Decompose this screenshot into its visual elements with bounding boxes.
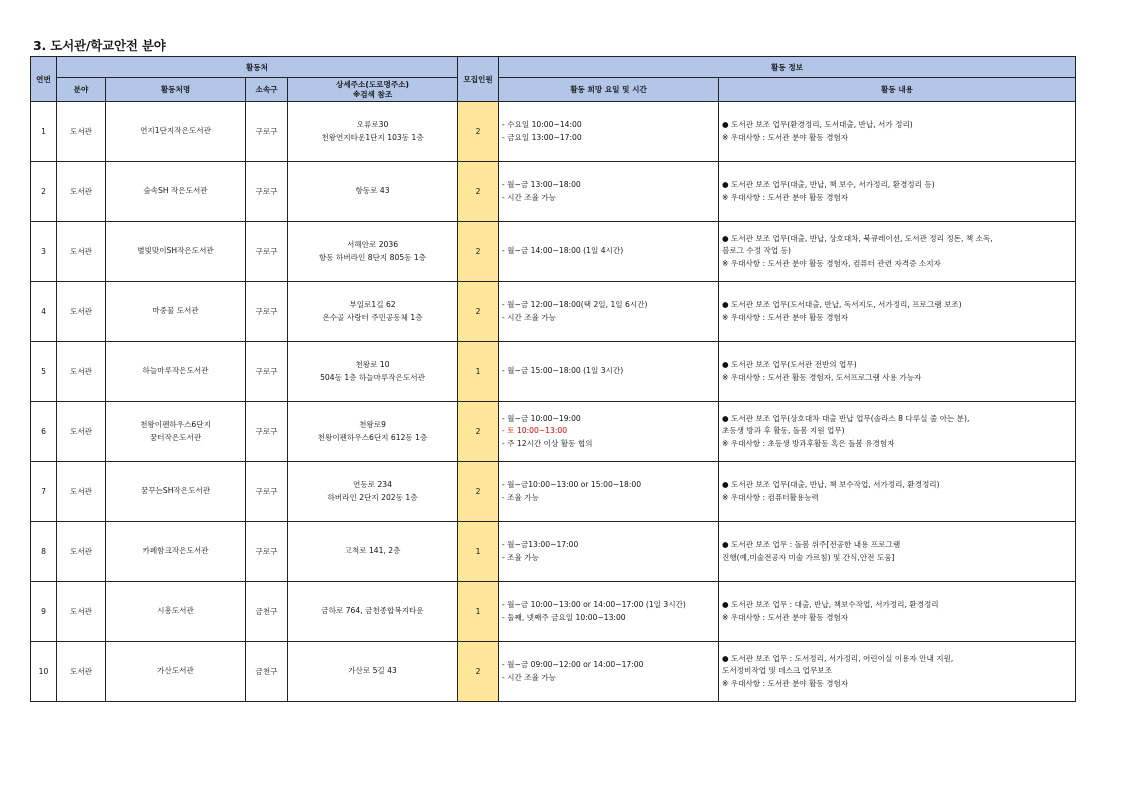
cell-content-line: ※ 우대사항 : 도서관 분야 활동 경험자 <box>722 192 849 202</box>
cell-org-name-line: 가산도서관 <box>157 666 194 676</box>
cell-district: 구로구 <box>246 102 288 162</box>
cell-recruit: 1 <box>458 342 499 402</box>
cell-org-name <box>106 402 246 462</box>
cell-content-line: ● 도서관 보조 업무(대출, 반납, 책 보수작업, 서가정리, 환경정리) <box>722 480 940 489</box>
cell-address <box>288 102 458 162</box>
cell-no: 10 <box>31 642 57 702</box>
cell-address-line: 천왕연지타운1단지 103동 1층 <box>321 132 424 142</box>
cell-no: 1 <box>31 102 57 162</box>
cell-address-line: 고척로 141, 2층 <box>344 546 401 556</box>
cell-content <box>719 402 1076 462</box>
cell-schedule <box>499 522 719 582</box>
cell-org-name-line: 꿈꾸는SH작은도서관 <box>140 486 211 496</box>
cell-district: 구로구 <box>246 462 288 522</box>
section-title: 3. 도서관/학교안전 분야 <box>33 38 166 53</box>
cell-content-line: ※ 우대사항 : 도서관 분야 활동 경험자 <box>722 132 849 142</box>
cell-district: 구로구 <box>246 222 288 282</box>
cell-schedule-line: - 주 12시간 이상 활동 협의 <box>502 438 593 448</box>
cell-org-name-line: 연지1단지작은도서관 <box>140 126 211 136</box>
cell-address <box>288 282 458 342</box>
cell-no: 6 <box>31 402 57 462</box>
cell-schedule <box>499 642 719 702</box>
cell-schedule-line: - 월~금 15:00~18:00 (1일 3시간) <box>502 366 624 376</box>
cell-field: 도서관 <box>57 282 106 342</box>
cell-address-line: 항동 하버라인 8단지 805동 1층 <box>318 252 427 262</box>
cell-address <box>288 462 458 522</box>
cell-org-name-line: 꿈터작은도서관 <box>149 432 202 442</box>
cell-content-line: ※ 우대사항 : 도서관 분야 활동 경험자 <box>722 612 849 622</box>
cell-content-line: ※ 우대사항 : 컴퓨터활용능력 <box>722 492 819 502</box>
cell-content <box>719 222 1076 282</box>
cell-org-name-line: 별빛맞이SH작은도서관 <box>137 246 214 256</box>
cell-schedule-line: - 금요일 13:00~17:00 <box>502 132 582 142</box>
cell-schedule-line: - 시간 조율 가능 <box>502 192 557 202</box>
table-row <box>31 102 1076 162</box>
cell-field: 도서관 <box>57 162 106 222</box>
table-row <box>31 222 1076 282</box>
cell-address-line: 온수골 사랑터 주민공동체 1층 <box>322 312 423 322</box>
cell-field: 도서관 <box>57 102 106 162</box>
cell-org-name <box>106 462 246 522</box>
cell-schedule-line: - 월~금 10:00~13:00 or 14:00~17:00 (1일 3시간) <box>502 600 686 609</box>
cell-recruit: 2 <box>458 282 499 342</box>
cell-schedule <box>499 222 719 282</box>
header-info-group: 활동 정보 <box>499 57 1076 78</box>
cell-district: 구로구 <box>246 522 288 582</box>
cell-content-line: 초등생 방과 후 활동, 돌봄 지원 업무) <box>722 426 845 436</box>
cell-no: 2 <box>31 162 57 222</box>
cell-org-name <box>106 222 246 282</box>
header-recruit: 모집인원 <box>458 57 499 102</box>
cell-address-line: 부일로1길 62 <box>349 300 396 309</box>
cell-schedule-line: - 월~금10:00~13:00 or 15:00~18:00 <box>502 480 642 489</box>
cell-address-line: 504동 1층 하늘마루작은도서관 <box>320 372 425 382</box>
cell-schedule <box>499 582 719 642</box>
cell-schedule-line: - 월~금 12:00~18:00(택 2일, 1일 6시간) <box>502 300 648 309</box>
table-row <box>31 582 1076 642</box>
header-no: 연번 <box>31 57 57 102</box>
header-org-name: 활동처명 <box>106 78 246 102</box>
cell-org-name-line: 시흥도서관 <box>157 606 194 616</box>
cell-recruit: 1 <box>458 582 499 642</box>
cell-schedule <box>499 462 719 522</box>
cell-no: 9 <box>31 582 57 642</box>
cell-content-line: ※ 우대사항 : 초등생 방과후활동 혹은 돌봄 유경험자 <box>722 438 895 448</box>
volunteer-table <box>30 56 1076 702</box>
cell-recruit: 1 <box>458 522 499 582</box>
cell-content-line: 도서정비작업 및 데스크 업무보조 <box>722 666 832 676</box>
cell-field: 도서관 <box>57 222 106 282</box>
cell-org-name <box>106 522 246 582</box>
cell-org-name <box>106 642 246 702</box>
table-row <box>31 642 1076 702</box>
cell-address <box>288 342 458 402</box>
cell-org-name-line: 하늘마루작은도서관 <box>142 366 209 376</box>
table-row <box>31 462 1076 522</box>
cell-address <box>288 642 458 702</box>
cell-schedule-line: - 수요일 10:00~14:00 <box>502 120 582 129</box>
cell-field: 도서관 <box>57 402 106 462</box>
cell-content-line: ● 도서관 보조 업무 : 도서정리, 서가정리, 어린이실 이용자 안내 지원, <box>722 653 954 663</box>
cell-org-name <box>106 282 246 342</box>
cell-org-name <box>106 342 246 402</box>
cell-address-line: 항동로 43 <box>355 186 390 196</box>
cell-address <box>288 162 458 222</box>
cell-recruit: 2 <box>458 162 499 222</box>
cell-address <box>288 522 458 582</box>
cell-schedule-line: - 월~금 09:00~12:00 or 14:00~17:00 <box>502 660 644 669</box>
cell-address-line: 금하로 764, 금천종합복지타운 <box>321 606 424 616</box>
header-schedule: 활동 희망 요일 및 시간 <box>499 78 719 102</box>
cell-org-name <box>106 102 246 162</box>
cell-content <box>719 582 1076 642</box>
cell-content <box>719 462 1076 522</box>
cell-content-line: ※ 우대사항 : 도서관 분야 활동 경험자 <box>722 678 849 688</box>
cell-recruit: 2 <box>458 102 499 162</box>
cell-org-name-line: 카페함크작은도서관 <box>142 546 209 556</box>
cell-schedule-line: - 조율 가능 <box>502 552 539 562</box>
table-row <box>31 342 1076 402</box>
table-row <box>31 522 1076 582</box>
cell-schedule <box>499 402 719 462</box>
cell-org-name <box>106 162 246 222</box>
cell-content-line: ● 도서관 보조 업무(대출, 반납, 상호대차, 북큐레이션, 도서관 정리 정돈, 책 소독, <box>722 233 993 243</box>
cell-address <box>288 222 458 282</box>
cell-recruit: 2 <box>458 642 499 702</box>
cell-org-name-line: 숲속SH 작은도서관 <box>143 186 208 196</box>
cell-address-line: 오류로30 <box>356 120 389 129</box>
cell-district: 구로구 <box>246 342 288 402</box>
cell-content-line: ● 도서관 보조 업무(상호대차 대출 반납 업무(솔라스 8 다루실 줄 아는 분), <box>722 413 970 423</box>
header-address <box>288 78 458 102</box>
cell-content-line: ● 도서관 보조 업무(대출, 반납, 책 보수, 서가정리, 환경정리 등) <box>722 180 935 189</box>
cell-field: 도서관 <box>57 342 106 402</box>
cell-content-line: 진행(예,미술전공자 미술 가르침) 및 간식,안전 도움] <box>722 552 895 562</box>
cell-content-line: ※ 우대사항 : 도서관 분야 활동 경험자 <box>722 312 849 322</box>
cell-schedule-line: - 조율 가능 <box>502 492 539 502</box>
cell-schedule-line: - 월~금 14:00~18:00 (1일 4시간) <box>502 246 624 256</box>
header-org-group: 활동처 <box>57 57 458 78</box>
table-row <box>31 282 1076 342</box>
cell-field: 도서관 <box>57 462 106 522</box>
header-field: 분야 <box>57 78 106 102</box>
cell-schedule-line: - 시간 조율 가능 <box>502 312 557 322</box>
cell-content-line: ● 도서관 보조 업무 : 돌봄 위주[전공한 내용 프로그램 <box>722 540 901 549</box>
cell-address-line: 서해안로 2036 <box>346 240 399 249</box>
cell-no: 8 <box>31 522 57 582</box>
cell-schedule <box>499 162 719 222</box>
cell-schedule-line: - 토 10:00~13:00 <box>502 426 568 436</box>
table-body <box>31 102 1076 702</box>
cell-recruit: 2 <box>458 222 499 282</box>
cell-district: 금천구 <box>246 582 288 642</box>
cell-no: 7 <box>31 462 57 522</box>
header-address-line2: ※검색 참조 <box>352 89 393 99</box>
cell-content-line: ● 도서관 보조 업무 : 대출, 반납, 책보수작업, 서가정리, 환경정리 <box>722 600 939 609</box>
cell-address-line: 천왕로 10 <box>355 360 390 369</box>
cell-content <box>719 282 1076 342</box>
cell-address-line: 하버라인 2단지 202동 1층 <box>327 492 418 502</box>
table-row <box>31 162 1076 222</box>
cell-field: 도서관 <box>57 522 106 582</box>
cell-content <box>719 102 1076 162</box>
cell-schedule-line: - 월~금13:00~17:00 <box>502 540 579 549</box>
cell-district: 구로구 <box>246 282 288 342</box>
cell-address-line: 천왕이펜하우스6단지 612동 1층 <box>317 432 428 442</box>
cell-address-line: 가산로 5길 43 <box>348 666 397 676</box>
cell-org-name-line: 천왕이펜하우스6단지 <box>140 420 211 429</box>
cell-no: 4 <box>31 282 57 342</box>
header-address-line1: 상세주소(도로명주소) <box>336 79 409 89</box>
cell-schedule <box>499 282 719 342</box>
cell-schedule-line: - 시간 조율 가능 <box>502 672 557 682</box>
cell-content-line: 블로그 수정 작업 등) <box>722 246 791 256</box>
cell-district: 구로구 <box>246 402 288 462</box>
cell-recruit: 2 <box>458 462 499 522</box>
header-content: 활동 내용 <box>719 78 1076 102</box>
cell-schedule-line: - 둘째, 넷째주 금요일 10:00~13:00 <box>502 612 626 622</box>
cell-org-name-line: 마중물 도서관 <box>152 306 199 316</box>
cell-content-line: ※ 우대사항 : 도서관 활동 경험자, 도서프로그램 사용 가능자 <box>722 372 922 382</box>
cell-schedule-line: - 월~금 13:00~18:00 <box>502 180 581 189</box>
cell-district: 금천구 <box>246 642 288 702</box>
header-district: 소속구 <box>246 78 288 102</box>
cell-field: 도서관 <box>57 642 106 702</box>
cell-content <box>719 642 1076 702</box>
cell-content <box>719 162 1076 222</box>
cell-recruit: 2 <box>458 402 499 462</box>
cell-address <box>288 582 458 642</box>
cell-content-line: ● 도서관 보조 업무(도서대출, 반납, 독서지도, 서가정리, 프로그램 보조) <box>722 300 962 309</box>
cell-content <box>719 522 1076 582</box>
cell-content-line: ● 도서관 보조 업무(도서관 전반의 업무) <box>722 360 857 369</box>
cell-address-line: 천왕로9 <box>359 420 386 429</box>
cell-content-line: ※ 우대사항 : 도서관 분야 활동 경험자, 컴퓨터 관련 자격증 소지자 <box>722 258 941 268</box>
cell-content-line: ● 도서관 보조 업무(환경정리, 도서대출, 반납, 서가 정리) <box>722 120 913 129</box>
cell-schedule <box>499 342 719 402</box>
cell-district: 구로구 <box>246 162 288 222</box>
cell-no: 5 <box>31 342 57 402</box>
cell-schedule-line: - 월~금 10:00~19:00 <box>502 413 581 423</box>
cell-address <box>288 402 458 462</box>
cell-address-line: 연동로 234 <box>353 480 392 489</box>
cell-no: 3 <box>31 222 57 282</box>
cell-content <box>719 342 1076 402</box>
cell-org-name <box>106 582 246 642</box>
cell-field: 도서관 <box>57 582 106 642</box>
table-row <box>31 402 1076 462</box>
cell-schedule <box>499 102 719 162</box>
